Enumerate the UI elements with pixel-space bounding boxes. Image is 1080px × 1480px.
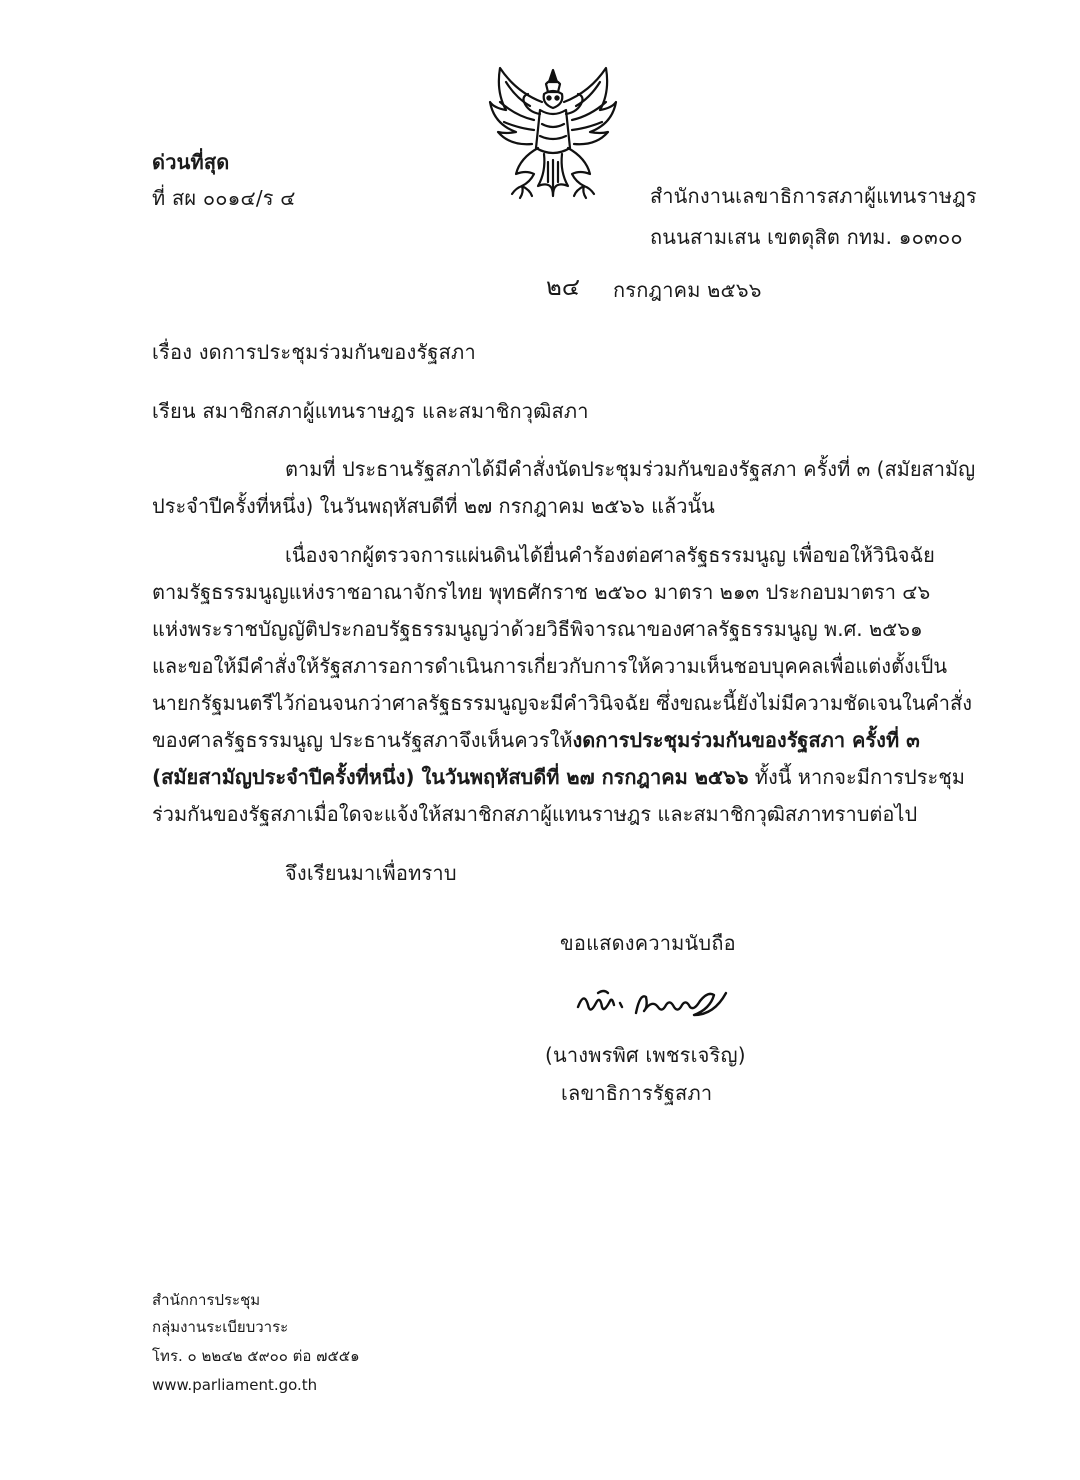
urgency-label: ด่วนที่สุด bbox=[152, 150, 230, 174]
addressee-line: เรียน สมาชิกสภาผู้แทนราษฎร และสมาชิกวุฒิสภา bbox=[152, 399, 589, 423]
paragraph-2-line bbox=[152, 759, 972, 796]
paragraph-2-text: ทั้งนี้ หากจะมีการประชุม bbox=[748, 765, 965, 789]
footer-department: สำนักการประชุม bbox=[152, 1291, 261, 1309]
signatory-name: (นางพรพิศ เพชรเจริญ) bbox=[545, 1043, 746, 1067]
paragraph-1 bbox=[152, 451, 975, 525]
garuda-emblem-icon bbox=[486, 62, 620, 204]
footer-website-link[interactable]: www.parliament.go.th bbox=[152, 1376, 318, 1394]
cancellation-emphasis: (สมัยสามัญประจำปีครั้งที่หนึ่ง) ในวันพฤหัสบดีที่ ๒๗ กรกฎาคม ๒๕๖๖ bbox=[152, 765, 749, 789]
reference-number: ที่ สผ ๐๐๑๔/ร ๔ bbox=[152, 186, 296, 210]
subject-line: เรื่อง งดการประชุมร่วมกันของรัฐสภา bbox=[152, 340, 476, 364]
footer-phone: โทร. ๐ ๒๒๔๒ ๕๙๐๐ ต่อ ๗๕๕๑ bbox=[152, 1347, 360, 1365]
closing-line: จึงเรียนมาเพื่อทราบ bbox=[285, 861, 457, 885]
paragraph-2-line: และขอให้มีคำสั่งให้รัฐสภารอการดำเนินการเกี่ยวกับการให้ความเห็นชอบบุคคลเพื่อแต่งตั้งเป็น bbox=[152, 654, 948, 678]
paragraph-1-line: ตามที่ ประธานรัฐสภาได้มีคำสั่งนัดประชุมร่วมกันของรัฐสภา ครั้งที่ ๓ (สมัยสามัญ bbox=[285, 457, 976, 481]
paragraph-2-line: ร่วมกันของรัฐสภาเมื่อใดจะแจ้งให้สมาชิกสภาผู้แทนราษฎร และสมาชิกวุฒิสภาทราบต่อไป bbox=[152, 802, 918, 826]
paragraph-2-line: นายกรัฐมนตรีไว้ก่อนจนกว่าศาลรัฐธรรมนูญจะมีคำวินิจฉัย ซึ่งขณะนี้ยังไม่มีความชัดเจนในคำสั่ง bbox=[152, 691, 972, 715]
signatory-title: เลขาธิการรัฐสภา bbox=[561, 1081, 713, 1105]
regards-text: ขอแสดงความนับถือ bbox=[560, 931, 736, 955]
paragraph-2-line: แห่งพระราชบัญญัติประกอบรัฐธรรมนูญว่าด้วยวิธีพิจารณาของศาลรัฐธรรมนูญ พ.ศ. ๒๕๖๑ bbox=[152, 617, 923, 641]
cancellation-emphasis: งดการประชุมร่วมกันของรัฐสภา ครั้งที่ ๓ bbox=[572, 728, 920, 752]
paragraph-2-line bbox=[152, 722, 972, 759]
paragraph-2 bbox=[152, 537, 972, 833]
handwritten-signature bbox=[574, 985, 734, 1027]
footer-group: กลุ่มงานระเบียบวาระ bbox=[152, 1318, 289, 1336]
paragraph-2-line: เนื่องจากผู้ตรวจการแผ่นดินได้ยื่นคำร้องต่อศาลรัฐธรรมนูญ เพื่อขอให้วินิจฉัย bbox=[285, 543, 935, 567]
office-name: สำนักงานเลขาธิการสภาผู้แทนราษฎร bbox=[650, 184, 977, 208]
date-day: ๒๔ bbox=[546, 273, 580, 301]
paragraph-2-line: ตามรัฐธรรมนูญแห่งราชอาณาจักรไทย พุทธศักราช ๒๕๖๐ มาตรา ๒๑๓ ประกอบมาตรา ๔๖ bbox=[152, 580, 931, 604]
paragraph-1-line: ประจำปีครั้งที่หนึ่ง) ในวันพฤหัสบดีที่ ๒๗ กรกฎาคม ๒๕๖๖ แล้วนั้น bbox=[152, 494, 715, 518]
date-month-year: กรกฎาคม ๒๕๖๖ bbox=[613, 278, 762, 302]
office-address: ถนนสามเสน เขตดุสิต กทม. ๑๐๓๐๐ bbox=[650, 225, 963, 249]
paragraph-2-text: ของศาลรัฐธรรมนูญ ประธานรัฐสภาจึงเห็นควรให้ bbox=[152, 728, 573, 752]
